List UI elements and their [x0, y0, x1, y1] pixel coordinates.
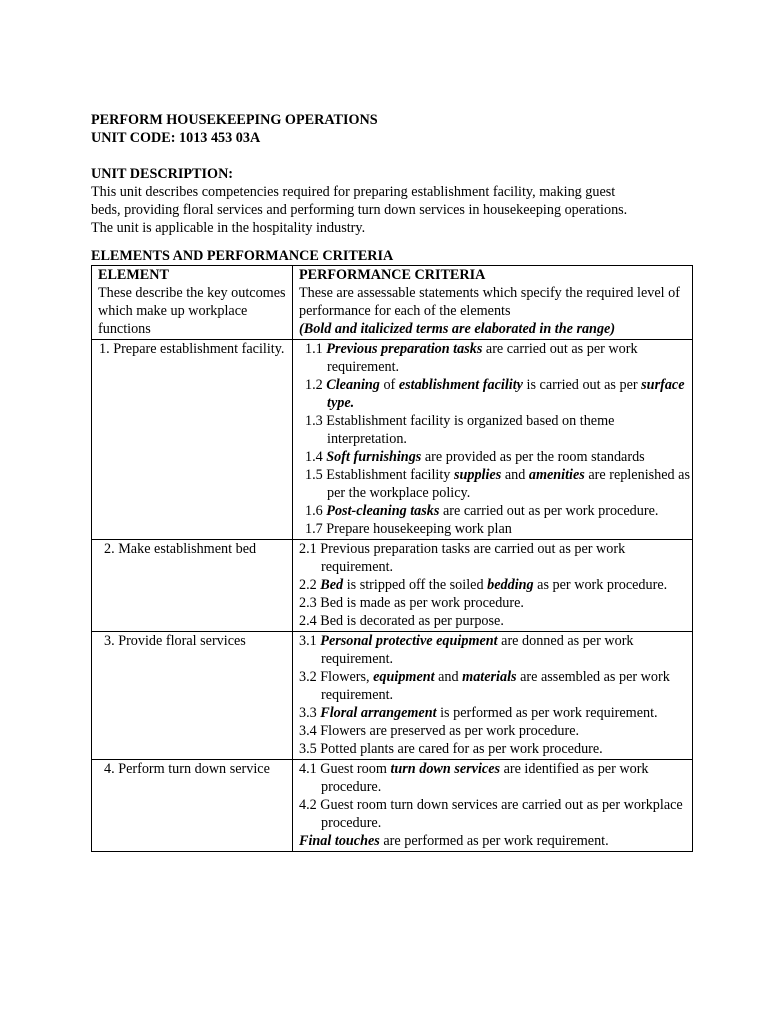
criterion-text: 1.5 Establishment facility — [305, 467, 454, 483]
criterion-text: are carried out as per work requirement. — [327, 341, 638, 375]
document-page — [91, 111, 693, 852]
criterion-text: is performed as per work requirement. — [436, 705, 658, 721]
criterion-text: 2.3 Bed is made as per work procedure. — [299, 595, 524, 611]
section-heading: ELEMENTS AND PERFORMANCE CRITERIA — [91, 248, 394, 264]
criterion-text: of — [379, 377, 399, 393]
header-criteria-desc: These are assessable statements which specify the required level of performance for each of the elements — [299, 285, 680, 319]
element-text: 2. Make establishment bed — [104, 541, 257, 557]
criterion-text: and — [434, 669, 463, 685]
criterion-key-term: Post-cleaning tasks — [326, 503, 440, 519]
criterion-key-term: Final touches — [299, 833, 380, 849]
criterion-item — [299, 832, 690, 850]
table-row — [92, 632, 693, 760]
criterion-text: 3.1 — [299, 633, 321, 649]
criterion-item — [299, 594, 690, 612]
criterion-key-term: turn down services — [390, 761, 501, 777]
criterion-item — [299, 760, 690, 796]
criterion-item — [299, 576, 690, 594]
criteria-cell — [293, 540, 693, 632]
unit-description-line: This unit describes competencies required for preparing establishment facility, making guest — [91, 184, 616, 200]
criterion-item — [299, 796, 690, 832]
criterion-text: as per work procedure. — [533, 577, 668, 593]
table-row — [92, 760, 693, 852]
criterion-text: are identified as per work procedure. — [321, 761, 649, 795]
unit-description-line: beds, providing floral services and performing turn down services in housekeeping operations. — [91, 202, 628, 218]
criterion-text: 1.7 Prepare housekeeping work plan — [305, 521, 512, 537]
criterion-text: 1.4 — [305, 449, 327, 465]
criterion-text: 4.2 Guest room turn down services are carried out as per workplace procedure. — [299, 797, 683, 831]
criterion-key-term: bedding — [487, 577, 534, 593]
criterion-item — [299, 632, 690, 668]
criterion-item — [299, 668, 690, 704]
criterion-key-term: surface type. — [327, 377, 685, 411]
criterion-text: and — [501, 467, 529, 483]
criterion-item — [305, 448, 690, 466]
criterion-text: 4.1 Guest room — [299, 761, 391, 777]
header-criteria-cell — [293, 266, 693, 340]
criterion-text: is stripped off the soiled — [343, 577, 488, 593]
element-cell — [92, 340, 293, 540]
criterion-text: are replenished as per the workplace policy. — [327, 467, 691, 501]
criterion-text: 3.4 Flowers are preserved as per work procedure. — [299, 723, 580, 739]
criterion-text: 1.6 — [305, 503, 327, 519]
criterion-text: 2.4 Bed is decorated as per purpose. — [299, 613, 504, 629]
criterion-text: 2.2 — [299, 577, 321, 593]
criterion-key-term: materials — [462, 669, 517, 685]
element-cell — [92, 760, 293, 852]
criterion-text: 3.2 Flowers, — [299, 669, 374, 685]
criterion-item — [305, 466, 690, 502]
criterion-item — [299, 612, 690, 630]
header-element-cell — [92, 266, 293, 340]
header-element-desc: These describe the key outcomes which make up workplace functions — [98, 285, 286, 337]
criterion-text: are performed as per work requirement. — [379, 833, 609, 849]
criterion-key-term: Soft furnishings — [326, 449, 422, 465]
criterion-key-term: Cleaning — [326, 377, 380, 393]
criteria-cell — [293, 760, 693, 852]
criterion-item — [305, 376, 690, 412]
element-text: 4. Perform turn down service — [104, 761, 270, 777]
criterion-key-term: supplies — [453, 467, 502, 483]
element-cell — [92, 540, 293, 632]
criterion-text: is carried out as per — [522, 377, 642, 393]
table-row — [92, 540, 693, 632]
criterion-text: 2.1 Previous preparation tasks are carried out as per work requirement. — [299, 541, 626, 575]
header-criteria-note: (Bold and italicized terms are elaborated in the range) — [299, 321, 616, 337]
header-criteria-title: PERFORMANCE CRITERIA — [299, 267, 486, 283]
criterion-text: 3.5 Potted plants are cared for as per work procedure. — [299, 741, 603, 757]
criterion-text: 1.1 — [305, 341, 327, 357]
criterion-key-term: Bed — [320, 577, 344, 593]
document-title: PERFORM HOUSEKEEPING OPERATIONS — [91, 112, 378, 128]
criterion-item — [305, 502, 690, 520]
criteria-cell — [293, 632, 693, 760]
criterion-item — [299, 740, 690, 758]
criterion-item — [299, 540, 690, 576]
unit-code: UNIT CODE: 1013 453 03A — [91, 130, 261, 146]
element-text: 3. Provide floral services — [104, 633, 246, 649]
criterion-key-term: establishment facility — [398, 377, 523, 393]
criterion-text: 1.2 — [305, 377, 327, 393]
elements-criteria-table — [91, 265, 693, 852]
criterion-key-term: Floral arrangement — [320, 705, 437, 721]
criterion-text: are assembled as per work requirement. — [321, 669, 670, 703]
criterion-text: 3.3 — [299, 705, 321, 721]
criterion-text: 1.3 Establishment facility is organized based on theme interpretation. — [305, 413, 615, 447]
element-cell — [92, 632, 293, 760]
criterion-item — [305, 520, 690, 538]
criterion-item — [305, 412, 690, 448]
criterion-text: are provided as per the room standards — [421, 449, 645, 465]
table-row — [92, 340, 693, 540]
criteria-cell — [293, 340, 693, 540]
unit-description-line: The unit is applicable in the hospitality industry. — [91, 220, 366, 236]
table-header-row — [92, 266, 693, 340]
unit-description-heading: UNIT DESCRIPTION: — [91, 166, 234, 182]
criterion-item — [305, 340, 690, 376]
criterion-item — [299, 722, 690, 740]
criterion-item — [299, 704, 690, 722]
criterion-text: are carried out as per work procedure. — [439, 503, 659, 519]
element-text: 1. Prepare establishment facility. — [99, 341, 285, 357]
criterion-text: are donned as per work requirement. — [321, 633, 634, 667]
header-element-title: ELEMENT — [98, 267, 169, 283]
criterion-key-term: amenities — [528, 467, 585, 483]
criterion-key-term: Personal protective equipment — [320, 633, 498, 649]
criterion-key-term: equipment — [373, 669, 435, 685]
criterion-key-term: Previous preparation tasks — [326, 341, 483, 357]
